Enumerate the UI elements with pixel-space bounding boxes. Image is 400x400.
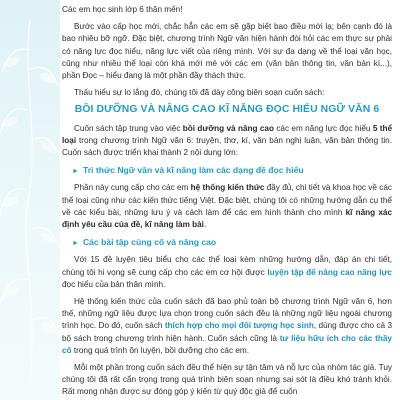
page-content	[62, 0, 392, 400]
paragraph-6-bold-1: thích hợp cho mọi đối tượng học sinh	[164, 321, 314, 331]
paragraph-6-a: Hệ thống kiến thức của cuốn sách đã bao phủ toàn bộ chương trình Ngữ văn 6, hơn thế, những ngữ liệu được lựa chọn trong cuốn sách đều là những ngữ liệu ngoài chương trình học. Do đó, cuốn sách	[62, 297, 392, 331]
paragraph-3-e: trong chương trình Ngữ văn 6: truyện, thơ, kí, văn bản nghị luận, văn bản thông tin. Cuốn sách được triển khai thành 2 nội dung lớn:	[62, 135, 392, 158]
paragraph-3-bold-2: 5 thể loại	[62, 123, 392, 145]
paragraph-3	[62, 123, 392, 160]
paragraph-5	[62, 254, 392, 291]
greeting: Các em học sinh lớp 6 thân mến!	[62, 5, 183, 14]
paragraph-7: Mỗi một phần trong cuốn sách đều thể hiện sự tận tâm và nỗ lực của nhóm tác giả. Tuy chúng tôi đã rất cẩn trọng trong quá trình biên soạn nhưng sai sót là điều khó tránh khỏi. Rất mong nhận được sự đóng góp ý kiến từ quý độc giả để cuốn	[62, 363, 392, 397]
paragraph-4	[62, 182, 392, 231]
paragraph-4-a: Phần này cung cấp cho các em	[74, 183, 191, 193]
paragraph-4-bold-2: kĩ năng xác định yêu cầu của đề, kĩ năng làm bài	[62, 207, 392, 230]
leaf-decoration-icon	[0, 0, 60, 400]
paragraph-6-c: , dùng được cho cả 3 bộ sách trong chương trình hiện hành. Cuốn sách cũng là	[62, 321, 393, 343]
section-heading-1	[72, 164, 392, 178]
paragraph-3-a: Cuốn sách tập trung vào việc	[74, 123, 183, 133]
paragraph-6-e: trong quá trình ôn luyện, bồi dưỡng cho các em.	[71, 345, 249, 355]
arrow-right-icon: ►	[72, 168, 79, 176]
section-heading-2-label: Các bài tập củng cố và nâng cao	[82, 237, 217, 248]
paragraph-4-e: .	[203, 220, 207, 230]
paragraph-5-c: đọc hiểu của bản thân mình.	[62, 279, 166, 289]
paragraph-1: Bước vào cấp học mới, chắc hẳn các em sẽ gặp biết bao điều mới lạ; bên cạnh đó là bao nhiêu bỡ ngỡ. Đặc biệt, chương trình Ngữ văn hiện hành đòi hỏi các em thực sự phải có năng lực đọc hiểu, năng lực viết của riêng mình. Với sự đa dạng về thể loại văn học, cũng như nhiều thể loại còn khá mới mẻ với các em (văn bản thông tin, văn bản kí...), phần Đọc – hiểu đang là một phần đầy thách thức.	[62, 22, 392, 81]
paragraph-5-a: Với 15 đề luyện tiêu biểu cho các thể loại kèm những hướng dẫn, đáp án chi tiết, chúng tôi hi vọng sẽ cung cấp cho các em cơ hội được	[62, 255, 392, 277]
paragraph-2: Thấu hiểu sự lo lắng đó, chúng tôi đã dày công biên soạn cuốn sách:	[74, 88, 325, 98]
paragraph-4-bold-1: hệ thống kiến thức	[190, 183, 265, 193]
paragraph-3-c: các em năng lực đọc hiểu	[273, 123, 373, 133]
paragraph-5-bold-1: luyện tập để nâng cao năng lực	[267, 267, 392, 277]
paragraph-6-bold-2: tư liệu hữu ích cho các thầy cô	[62, 333, 392, 355]
paragraph-4-c: đầy đủ, chi tiết và khoa học về các thể loại cũng như các kiến thức tiếng Việt. Đặc biệt, chúng tôi có những hướng dẫn cụ thể về các kiểu bài, những lưu ý và cách làm để các em hình thành cho mình	[62, 183, 392, 217]
paragraph-3-bold-1: bồi dưỡng và nâng cao	[182, 123, 274, 133]
paragraph-6	[62, 296, 392, 357]
arrow-right-icon: ►	[72, 240, 79, 248]
section-heading-1-label: Tri thức Ngữ văn và kĩ năng làm các dạng đề đọc hiểu	[82, 165, 304, 176]
book-title: BỒI DƯỠNG VÀ NÂNG CAO KĨ NĂNG ĐỌC HIỂU NGỮ VĂN 6	[74, 104, 380, 116]
section-heading-2	[72, 236, 392, 250]
